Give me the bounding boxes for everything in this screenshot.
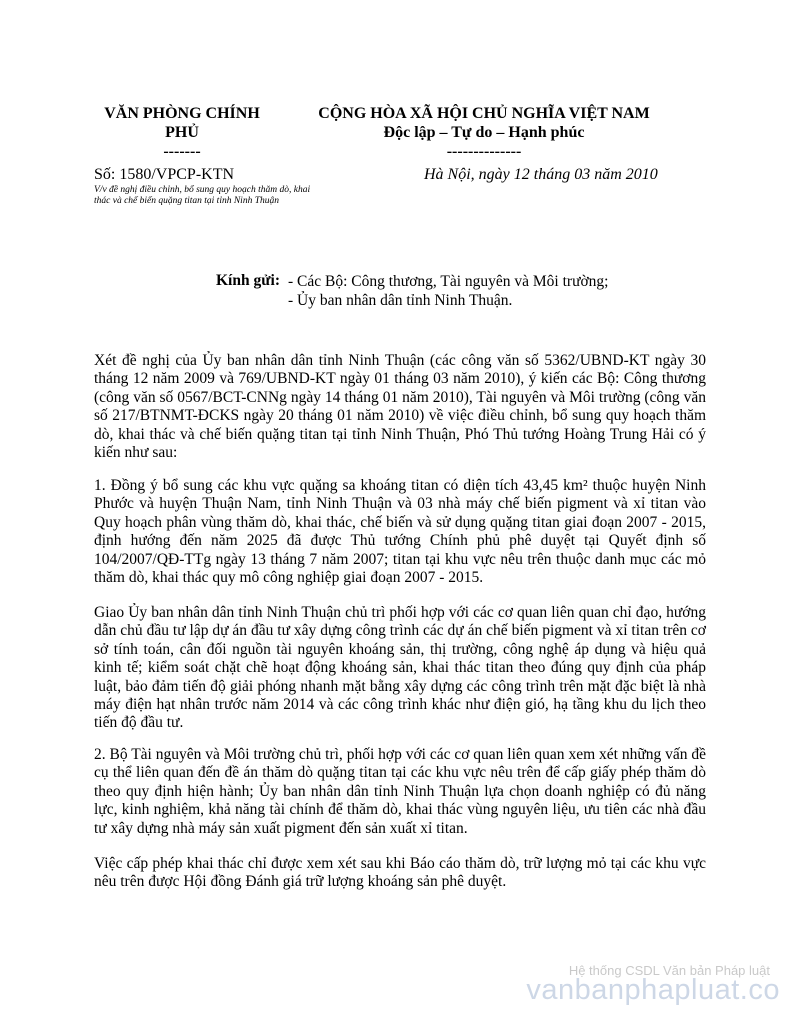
issuing-agency-separator: ------- [163, 143, 201, 160]
body-paragraph-licensing: Việc cấp phép khai thác chỉ được xem xét sau khi Báo cáo thăm dò, trữ lượng mỏ tại các khu vực nêu trên được Hội đồng Đánh giá trữ lượng khoáng sản phê duyệt. [94, 855, 706, 891]
body-paragraph-item-2: 2. Bộ Tài nguyên và Môi trường chủ trì, phối hợp với các cơ quan liên quan xem xét những vấn đề cụ thể liên quan đến đề án thăm dò quặng titan tại các khu vực nêu trên để cấp giấy phép thăm dò theo quy định hiện hành; Ủy ban nhân dân tỉnh Ninh Thuận lựa chọn doanh nghiệp có đủ năng lực, kinh nghiệm, khả năng tài chính để thăm dò, khai thác vùng nguyên liệu, ưu tiên các nhà đầu tư xây dựng nhà máy sản xuất pigment đến sản xuất xỉ titan. [94, 746, 706, 837]
document-subject: V/v đề nghị điều chỉnh, bổ sung quy hoạch thăm dò, khai thác và chế biến quặng titan tại tỉnh Ninh Thuận [94, 185, 311, 206]
national-motto-separator: -------------- [446, 143, 522, 160]
issuing-agency-block [92, 104, 272, 161]
national-title-block [304, 104, 664, 161]
recipient-item: - Các Bộ: Công thương, Tài nguyên và Môi trường; [288, 273, 609, 290]
national-motto: Độc lập – Tự do – Hạnh phúc [383, 124, 585, 141]
watermark-site: vanbanphapluat.co [526, 974, 780, 1006]
national-title: CỘNG HÒA XÃ HỘI CHỦ NGHĨA VIỆT NAM [318, 105, 650, 122]
body-paragraph-assignment: Giao Ủy ban nhân dân tỉnh Ninh Thuận chủ trì phối hợp với các cơ quan liên quan chỉ đạo, hướng dẫn chủ đầu tư lập dự án đầu tư xây dựng công trình các dự án chế biến pigment và xỉ titan trên cơ sở tính toán, cân đối nguồn tài nguyên khoáng sản, thị trường, công nghệ áp dụng và hiệu quả kinh tế; kiểm soát chặt chẽ hoạt động khoáng sản, khai thác titan theo đúng quy định của pháp luật, bảo đảm tiến độ giải phóng nhanh mặt bằng xây dựng các công trình trên mặt đặc biệt là nhà máy điện hạt nhân trước năm 2014 và các công trình khác như điện gió, hạ tầng khu du lịch theo tiến độ đầu tư. [94, 604, 706, 732]
body-paragraph-item-1: 1. Đồng ý bổ sung các khu vực quặng sa khoáng titan có diện tích 43,45 km² thuộc huyện Ninh Phước và huyện Thuận Nam, tỉnh Ninh Thuận và 03 nhà máy chế biến pigment và xỉ titan vào Quy hoạch phân vùng thăm dò, khai thác, chế biến và sử dụng quặng titan giai đoạn 2007 - 2015, định hướng đến năm 2025 đã được Thủ tướng Chính phủ phê duyệt tại Quyết định số 104/2007/QĐ-TTg ngày 13 tháng 7 năm 2007; titan tại khu vực nêu trên thuộc danh mục các mỏ thăm dò, khai thác quy mô công nghiệp giai đoạn 2007 - 2015. [94, 477, 706, 587]
recipients-list [288, 272, 609, 310]
recipients-label: Kính gửi: [216, 272, 280, 289]
watermark-caption: Hệ thống CSDL Văn bản Pháp luật [568, 963, 770, 978]
document-number: Số: 1580/VPCP-KTN [94, 166, 235, 183]
body-paragraph-intro: Xét đề nghị của Ủy ban nhân dân tỉnh Ninh Thuận (các công văn số 5362/UBND-KT ngày 30 tháng 12 năm 2009 và 769/UBND-KT ngày 01 tháng 03 năm 2010), ý kiến các Bộ: Công thương (công văn số 0567/BCT-CNNg ngày 14 tháng 01 năm 2010), Tài nguyên và Môi trường (công văn số 217/BTNMT-ĐCKS ngày 20 tháng 01 năm 2010) về việc điều chỉnh, bổ sung quy hoạch thăm dò, khai thác và chế biến quặng titan tại tỉnh Ninh Thuận, Phó Thủ tướng Hoàng Trung Hải có ý kiến như sau: [94, 352, 706, 462]
issuing-agency-name: VĂN PHÒNG CHÍNH PHỦ [104, 105, 260, 141]
recipient-item: - Ủy ban nhân dân tỉnh Ninh Thuận. [288, 292, 513, 309]
place-and-date: Hà Nội, ngày 12 tháng 03 năm 2010 [424, 166, 658, 183]
